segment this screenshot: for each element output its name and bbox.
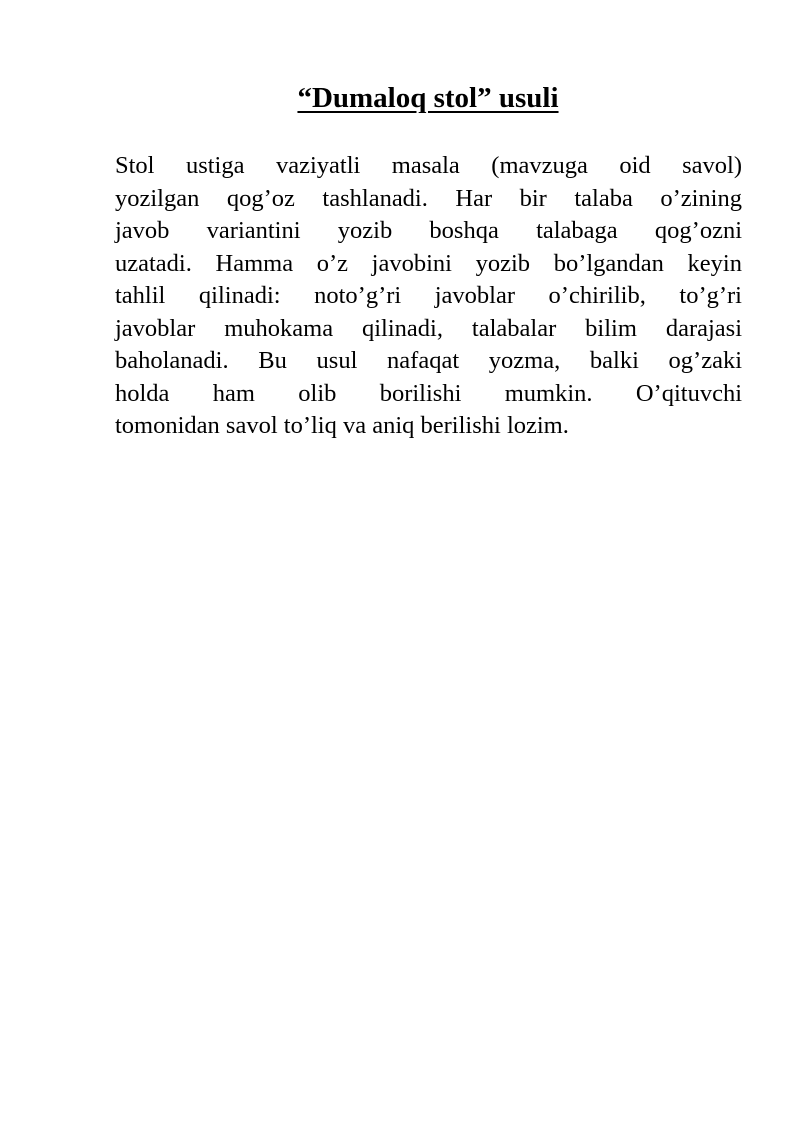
paragraph-line: tahlil qilinadi: noto’g’ri javoblar o’chirilib, to’g’ri <box>115 282 742 309</box>
paragraph-line: javoblar muhokama qilinadi, talabalar bilim darajasi <box>115 314 742 342</box>
paragraph-line: uzatadi. Hamma o’z javobini yozib bo’lgandan keyin <box>115 249 742 277</box>
paragraph-line: javob variantini yozib boshqa talabaga qog’ozni <box>115 217 742 244</box>
paragraph-line: yozilgan qog’oz tashlanadi. Har bir talaba o’zining <box>115 184 742 212</box>
paragraph-line: holda ham olib borilishi mumkin. O’qituvchi <box>115 379 742 407</box>
paragraph-line: Stol ustiga vaziyatli masala (mavzuga oid savol) <box>115 152 742 179</box>
document-paragraph <box>115 150 742 443</box>
document-title: “Dumaloq stol” usuli <box>297 82 559 114</box>
paragraph-line: tomonidan savol to’liq va aniq berilishi lozim. <box>115 412 569 439</box>
paragraph-line: baholanadi. Bu usul nafaqat yozma, balki og’zaki <box>115 347 742 374</box>
